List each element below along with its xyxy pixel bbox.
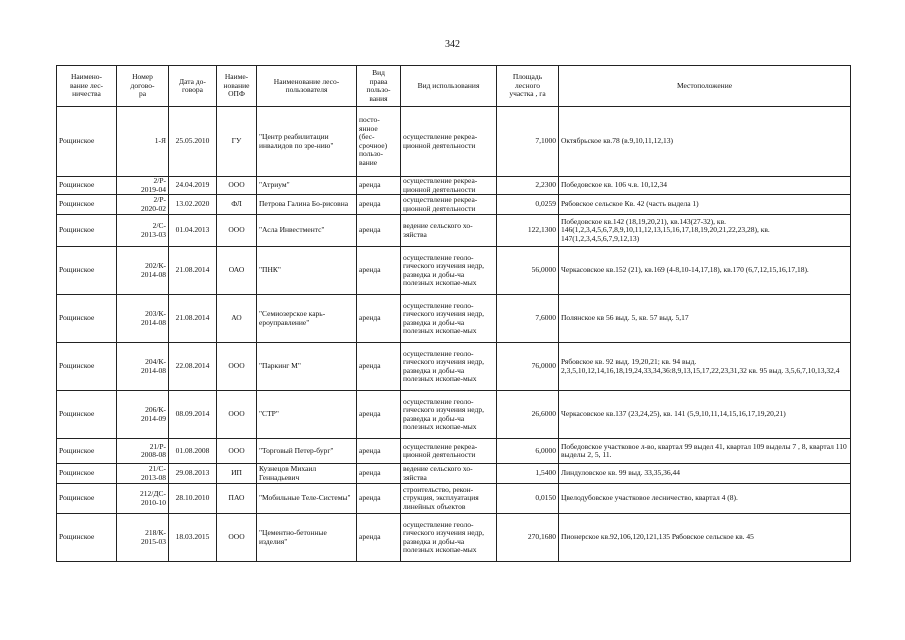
cell-ownership-form: ГУ (217, 107, 257, 177)
cell-forestry: Рощинское (57, 195, 117, 215)
cell-contract-date: 28.10.2010 (169, 484, 217, 514)
cell-right-type: аренда (357, 464, 401, 484)
cell-contract-number: 21/С- 2013-08 (117, 464, 169, 484)
cell-ownership-form: ПАО (217, 484, 257, 514)
cell-area: 6,0000 (497, 439, 559, 464)
cell-contract-number: 203/К- 2014-08 (117, 295, 169, 343)
cell-contract-number: 202/К- 2014-08 (117, 247, 169, 295)
cell-contract-date: 01.08.2008 (169, 439, 217, 464)
cell-usage-type: осуществление геоло-гического изучения недр, разведка и добы-ча полезных ископае-мых (401, 391, 497, 439)
cell-contract-number: 21/Р- 2008-08 (117, 439, 169, 464)
cell-usage-type: осуществление рекреа-ционной деятельности (401, 177, 497, 195)
cell-location: Победовское участковое л-во, квартал 99 выдел 41, квартал 109 выделы 7 , 8, квартал 110 выделы 2, 5, 11. (559, 439, 851, 464)
cell-location: Октябрьское кв.78 (в.9,10,11,12,13) (559, 107, 851, 177)
cell-location: Черкасовское кв.152 (21), кв.169 (4-8,10-14,17,18), кв.170 (6,7,12,15,16,17,18). (559, 247, 851, 295)
cell-usage-type: осуществление геоло-гического изучения недр, разведка и добы-ча полезных ископае-мых (401, 514, 497, 562)
cell-right-type: аренда (357, 391, 401, 439)
header-ownership-form: Наиме- нование ОПФ (217, 66, 257, 107)
cell-forestry: Рощинское (57, 514, 117, 562)
cell-forestry: Рощинское (57, 247, 117, 295)
cell-forestry: Рощинское (57, 484, 117, 514)
cell-contract-date: 29.08.2013 (169, 464, 217, 484)
cell-area: 56,0000 (497, 247, 559, 295)
cell-forest-user: "Паркинг М" (257, 343, 357, 391)
cell-usage-type: осуществление рекреа-ционной деятельности (401, 195, 497, 215)
cell-right-type: аренда (357, 295, 401, 343)
cell-location: Рябовское сельское Кв. 42 (часть выдела 1) (559, 195, 851, 215)
cell-contract-number: 1-Я (117, 107, 169, 177)
cell-right-type: аренда (357, 439, 401, 464)
table-row (57, 107, 851, 177)
cell-forest-user: "Центр реабилитации инвалидов по зре-нию" (257, 107, 357, 177)
cell-area: 122,1300 (497, 215, 559, 247)
table-row (57, 195, 851, 215)
cell-area: 76,0000 (497, 343, 559, 391)
cell-location: Линдуловское кв. 99 выд. 33,35,36,44 (559, 464, 851, 484)
table-row (57, 514, 851, 562)
cell-area: 7,1000 (497, 107, 559, 177)
cell-contract-date: 01.04.2013 (169, 215, 217, 247)
table-row (57, 391, 851, 439)
cell-location: Полянское кв 56 выд. 5, кв. 57 выд. 5,17 (559, 295, 851, 343)
table-row (57, 177, 851, 195)
cell-ownership-form: ООО (217, 514, 257, 562)
cell-contract-date: 22.08.2014 (169, 343, 217, 391)
cell-contract-number: 2/Р- 2019-04 (117, 177, 169, 195)
cell-forestry: Рощинское (57, 107, 117, 177)
cell-location: Пионерское кв.92,106,120,121,135 Рябовское сельское кв. 45 (559, 514, 851, 562)
cell-contract-number: 206/К- 2014-09 (117, 391, 169, 439)
cell-forest-user: "Цементно-бетонные изделия" (257, 514, 357, 562)
table-header-row (57, 66, 851, 107)
table-row (57, 295, 851, 343)
header-contract-number: Номер догово- ра (117, 66, 169, 107)
cell-ownership-form: ООО (217, 391, 257, 439)
cell-location: Черкасовское кв.137 (23,24,25), кв. 141 (5,9,10,11,14,15,16,17,19,20,21) (559, 391, 851, 439)
cell-contract-date: 18.03.2015 (169, 514, 217, 562)
cell-forest-user: "Семиозерское карь-ероуправление" (257, 295, 357, 343)
cell-forest-user: "СТР" (257, 391, 357, 439)
cell-forestry: Рощинское (57, 343, 117, 391)
page-number: 342 (445, 39, 460, 50)
cell-forestry: Рощинское (57, 391, 117, 439)
cell-location: Победовское кв.142 (18,19,20,21), кв.143(27-32), кв. 146(1,2,3,4,5,6,7,8,9,10,11,12,13,15,16,17,18,19,20,21,22,23,28), кв. 147(1,2,3,4,5,6,7,9,12,13) (559, 215, 851, 247)
cell-location: Рябовское кв. 92 выд. 19,20,21; кв. 94 выд. 2,3,5,10,12,14,16,18,19,24,33,34,36:8,9,13,15,17,22,23,31,32 кв. 95 выд. 3,5,6,7,10,13,32,4 (559, 343, 851, 391)
cell-area: 0,0150 (497, 484, 559, 514)
cell-contract-number: 218/К- 2015-03 (117, 514, 169, 562)
cell-forest-user: "Мобильные Теле-Системы" (257, 484, 357, 514)
cell-contract-date: 24.04.2019 (169, 177, 217, 195)
cell-forestry: Рощинское (57, 177, 117, 195)
cell-contract-number: 2/С- 2013-03 (117, 215, 169, 247)
cell-area: 1,5400 (497, 464, 559, 484)
cell-forest-user: "Торговый Петер-бург" (257, 439, 357, 464)
cell-area: 0,0259 (497, 195, 559, 215)
header-location: Местоположение (559, 66, 851, 107)
cell-right-type: аренда (357, 247, 401, 295)
cell-forest-user: "Асла Инвестментс" (257, 215, 357, 247)
cell-forest-user: "ПНК" (257, 247, 357, 295)
cell-forest-user: "Атриум" (257, 177, 357, 195)
cell-right-type: аренда (357, 177, 401, 195)
cell-ownership-form: ООО (217, 343, 257, 391)
cell-contract-number: 2/Р- 2020-02 (117, 195, 169, 215)
header-area: Площадь лесного участка , га (497, 66, 559, 107)
cell-usage-type: осуществление геоло-гического изучения недр, разведка и добы-ча полезных ископае-мых (401, 343, 497, 391)
cell-forestry: Рощинское (57, 215, 117, 247)
cell-right-type: посто- янное (бес- срочное) пользо- вание (357, 107, 401, 177)
cell-right-type: аренда (357, 514, 401, 562)
cell-forest-user: Петрова Галина Бо-рисовна (257, 195, 357, 215)
cell-forestry: Рощинское (57, 295, 117, 343)
cell-ownership-form: ООО (217, 177, 257, 195)
cell-usage-type: осуществление геоло-гического изучения недр, разведка и добы-ча полезных ископае-мых (401, 247, 497, 295)
cell-usage-type: осуществление геоло-гического изучения недр, разведка и добы-ча полезных ископае-мых (401, 295, 497, 343)
table-row (57, 484, 851, 514)
header-usage-type: Вид использования (401, 66, 497, 107)
cell-contract-date: 21.08.2014 (169, 247, 217, 295)
cell-right-type: аренда (357, 484, 401, 514)
cell-forestry: Рощинское (57, 439, 117, 464)
cell-usage-type: ведение сельского хо-зяйства (401, 215, 497, 247)
table-row (57, 215, 851, 247)
cell-contract-number: 204/К- 2014-08 (117, 343, 169, 391)
cell-ownership-form: АО (217, 295, 257, 343)
cell-forestry: Рощинское (57, 464, 117, 484)
cell-area: 2,2300 (497, 177, 559, 195)
cell-contract-date: 13.02.2020 (169, 195, 217, 215)
header-contract-date: Дата до- говора (169, 66, 217, 107)
cell-usage-type: ведение сельского хо-зяйства (401, 464, 497, 484)
cell-contract-date: 21.08.2014 (169, 295, 217, 343)
header-forestry: Наимено- вание лес- ничества (57, 66, 117, 107)
cell-area: 26,6000 (497, 391, 559, 439)
header-forest-user: Наименование лесо- пользователя (257, 66, 357, 107)
cell-area: 270,1680 (497, 514, 559, 562)
cell-usage-type: осуществление рекреа-ционной деятельности (401, 439, 497, 464)
cell-usage-type: строительство, рекон-струкция, эксплуатация линейных объектов (401, 484, 497, 514)
table-row (57, 439, 851, 464)
cell-contract-date: 08.09.2014 (169, 391, 217, 439)
cell-contract-date: 25.05.2010 (169, 107, 217, 177)
cell-location: Победовское кв. 106 ч.в. 10,12,34 (559, 177, 851, 195)
cell-location: Цвелодубовское участковое лесничество, квартал 4 (8). (559, 484, 851, 514)
cell-area: 7,6000 (497, 295, 559, 343)
cell-right-type: аренда (357, 343, 401, 391)
header-right-type: Вид права пользо- вания (357, 66, 401, 107)
cell-contract-number: 212/ДС- 2010-10 (117, 484, 169, 514)
cell-ownership-form: ИП (217, 464, 257, 484)
cell-ownership-form: ООО (217, 215, 257, 247)
cell-right-type: аренда (357, 215, 401, 247)
cell-ownership-form: ОАО (217, 247, 257, 295)
cell-ownership-form: ФЛ (217, 195, 257, 215)
table-row (57, 464, 851, 484)
table-row (57, 343, 851, 391)
table-row (57, 247, 851, 295)
cell-ownership-form: ООО (217, 439, 257, 464)
cell-right-type: аренда (357, 195, 401, 215)
forest-lease-table (56, 65, 851, 562)
cell-forest-user: Кузнецов Михаил Геннадьевич (257, 464, 357, 484)
cell-usage-type: осуществление рекреа-ционной деятельности (401, 107, 497, 177)
